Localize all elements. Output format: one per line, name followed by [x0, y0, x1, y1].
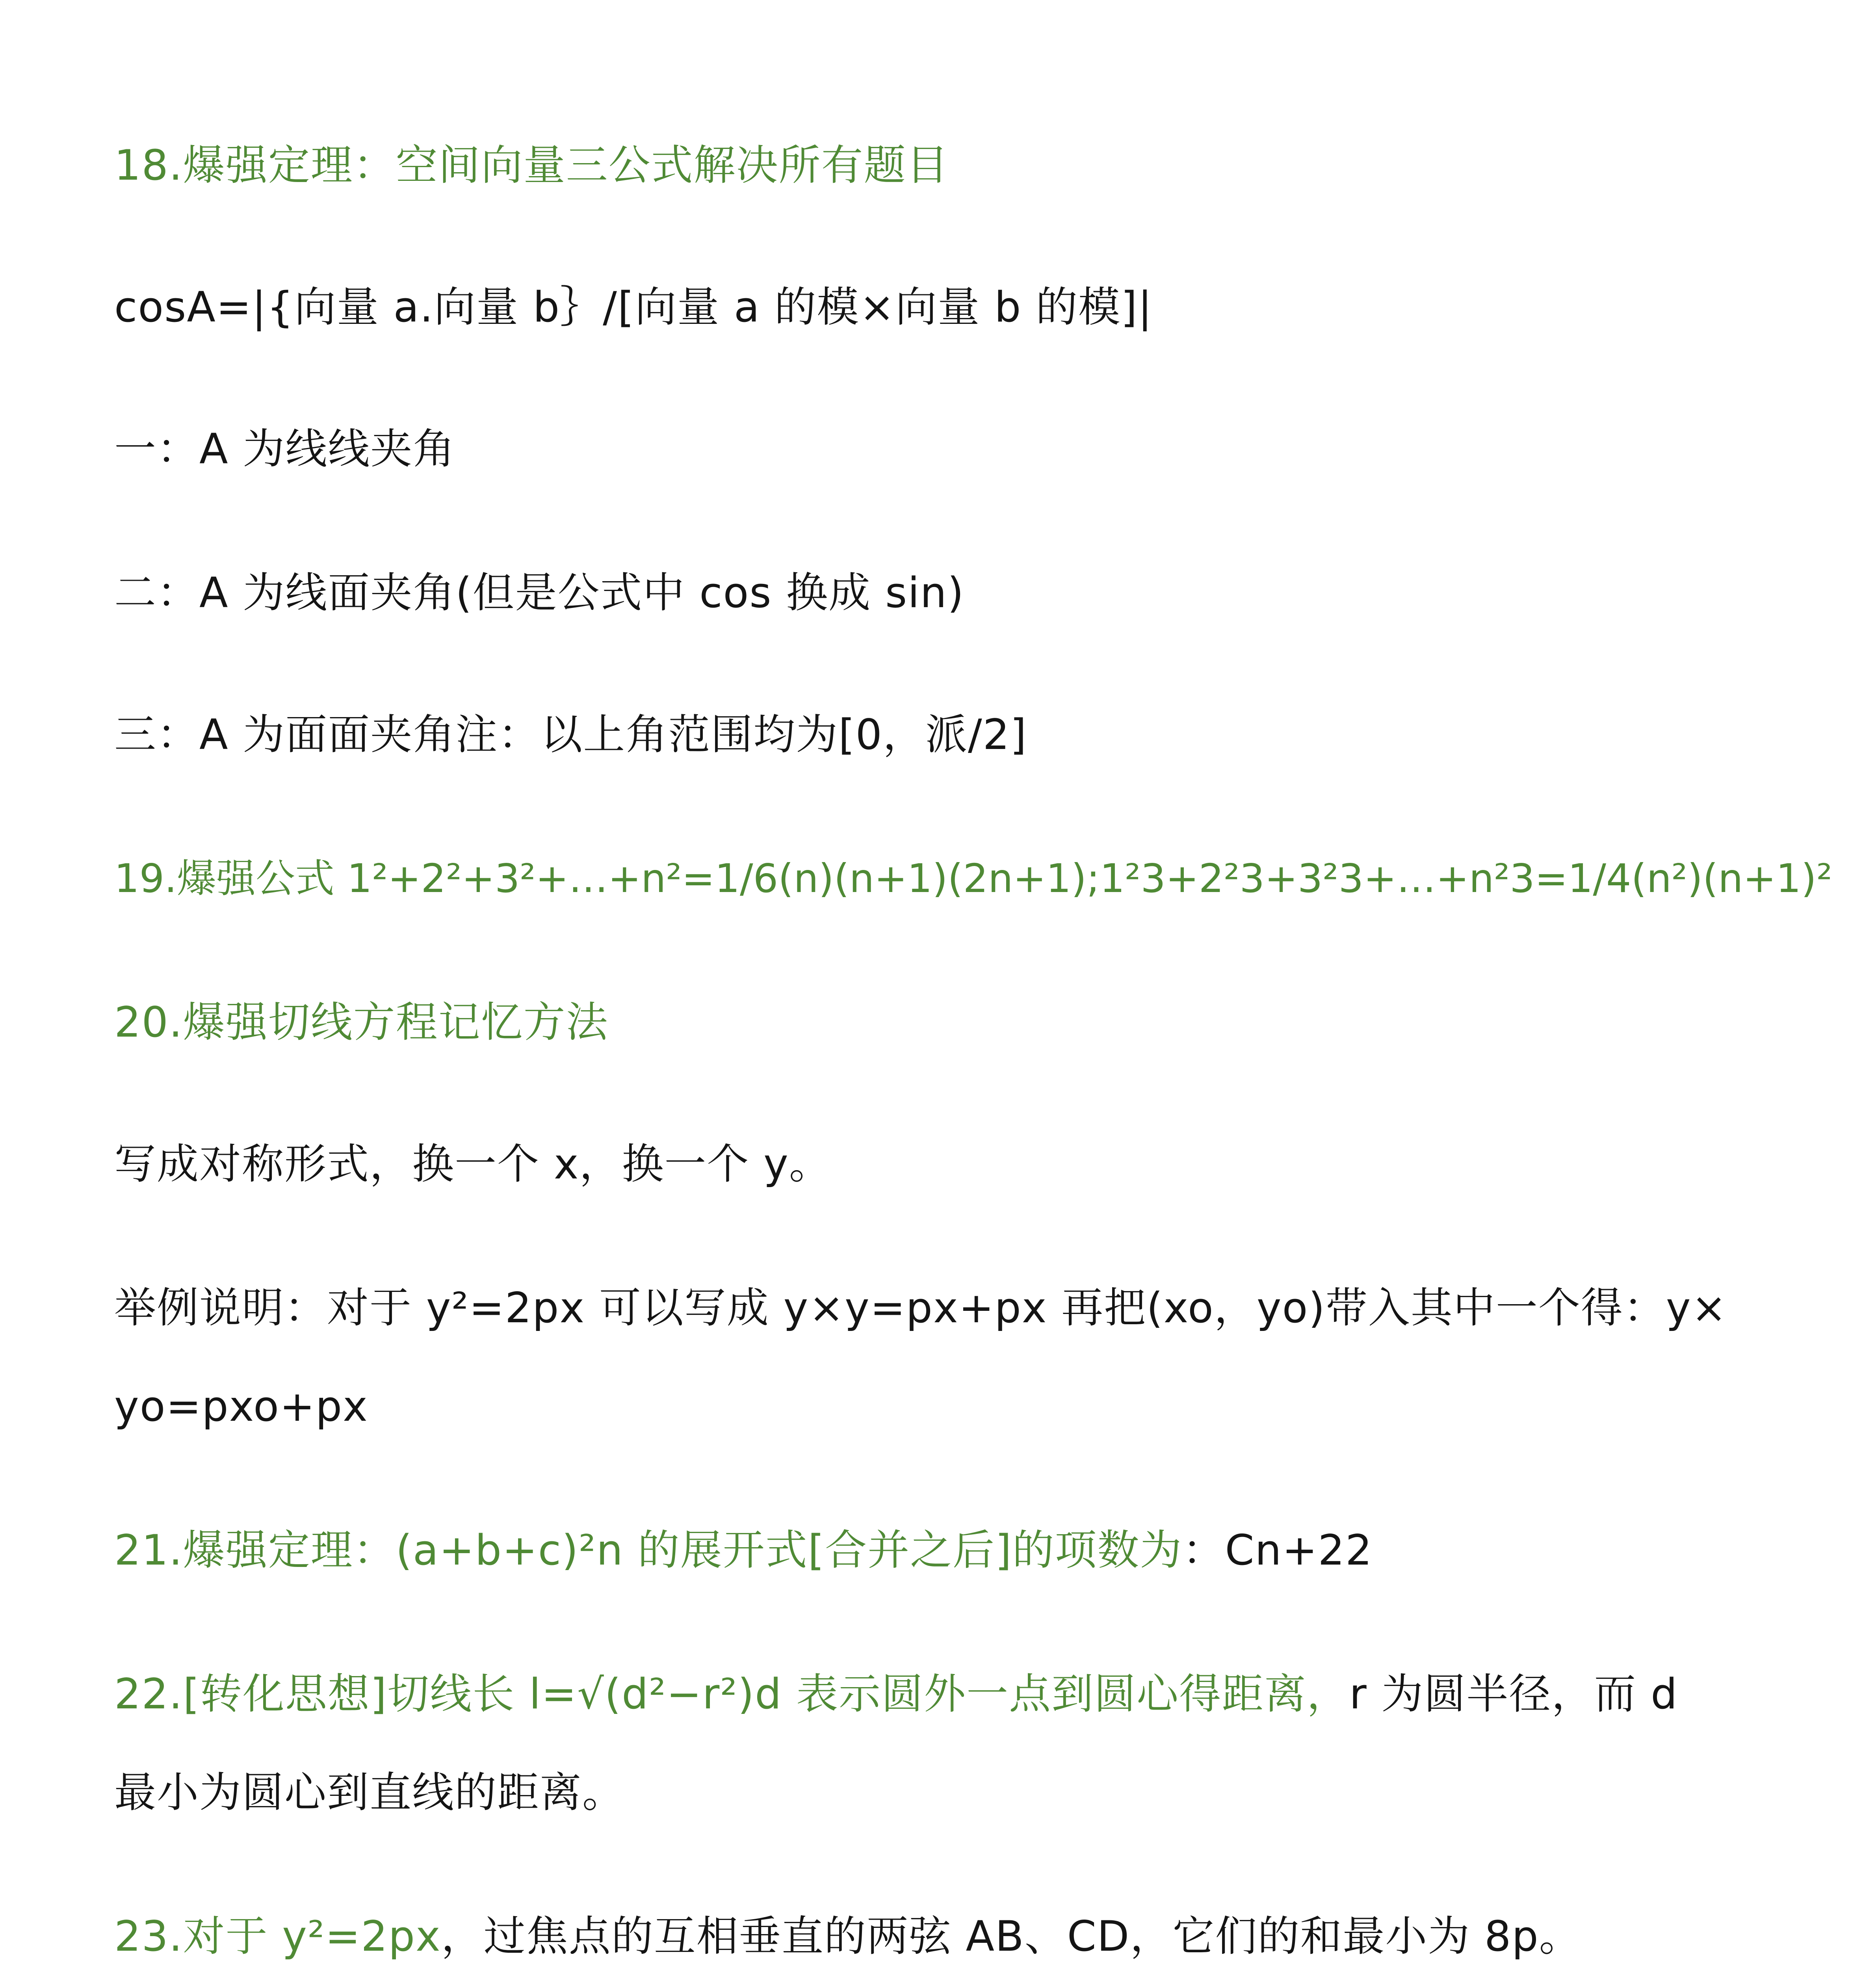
case-line-line-angle: 一：A 为线线夹角 [114, 425, 456, 473]
heading-22 [114, 1669, 1678, 1720]
heading-18: 18.爆强定理：空间向量三公式解决所有题目 [114, 141, 949, 190]
heading-22-continuation: r 为圆半径，而 d [1349, 1670, 1678, 1718]
tangent-length-note: 最小为圆心到直线的距离。 [114, 1768, 625, 1817]
example-line-2: yo=pxo+px [114, 1382, 368, 1431]
example-line-1: 举例说明：对于 y²=2px 可以写成 y×y=px+px 再把(xo，yo)带入其中一个得：y× [114, 1284, 1727, 1332]
symmetric-form-note: 写成对称形式，换一个 x，换一个 y。 [114, 1140, 832, 1188]
heading-21 [114, 1525, 1373, 1576]
heading-21-text: 21.爆强定理：(a+b+c)²n 的展开式[合并之后]的项数为 [114, 1526, 1183, 1574]
heading-23-continuation: ，过焦点的互相垂直的两弦 AB、CD，它们的和最小为 8p。 [441, 1912, 1582, 1961]
heading-20: 20.爆强切线方程记忆方法 [114, 998, 609, 1046]
cosine-formula: cosA=|{向量 a.向量 b｝/[向量 a 的模×向量 b 的模]| [114, 283, 1153, 331]
heading-21-result: ：Cn+22 [1182, 1526, 1373, 1574]
heading-19-formula: 19.爆强公式 1²+2²+3²+…+n²=1/6(n)(n+1)(2n+1);1²3+2²3+3²3+…+n²3=1/4(n²)(n+1)² [114, 855, 1833, 901]
heading-22-text: 22.[转化思想]切线长 l=√(d²−r²)d 表示圆外一点到圆心得距离， [114, 1670, 1350, 1718]
heading-23-text: 23.对于 y²=2px [114, 1912, 441, 1961]
case-line-plane-angle: 二：A 为线面夹角(但是公式中 cos 换成 sin) [114, 569, 965, 617]
heading-23 [114, 1911, 1582, 1962]
case-plane-plane-angle: 三：A 为面面夹角注：以上角范围均为[0，派/2] [114, 710, 1027, 759]
